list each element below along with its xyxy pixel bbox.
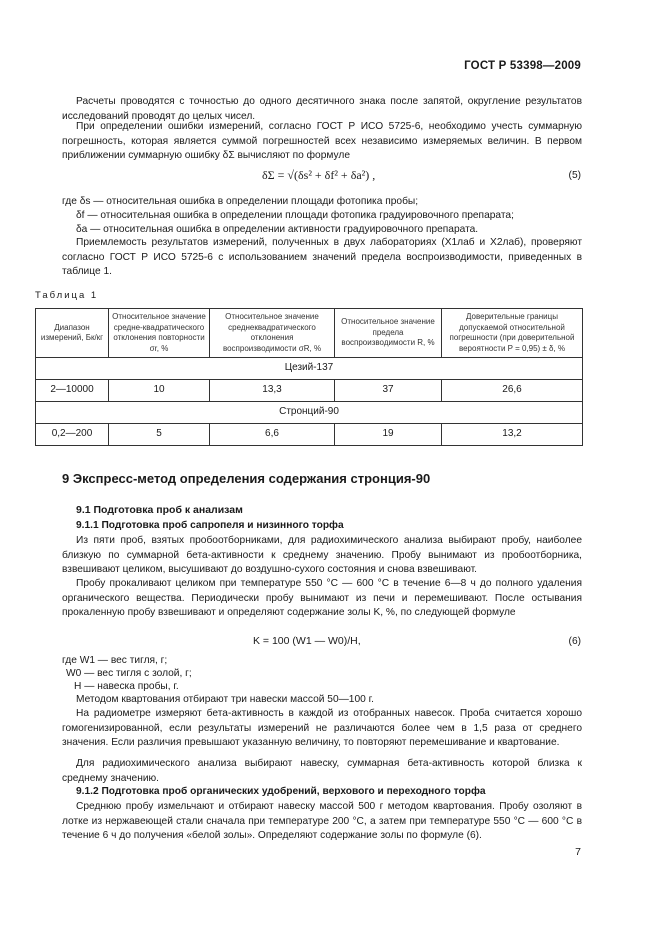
col-header-repeatability: Относительное значение средне-квадратического отклонения повторности σr, % (109, 309, 210, 358)
col-header-error-bounds: Доверительные границы допускаемой относительной погрешности (при доверительной вероятности P = 0,95) ± δ, % (442, 309, 583, 358)
cell-repeatability: 10 (109, 380, 210, 402)
page-number: 7 (575, 846, 581, 858)
paragraph-ashing: Пробу прокаливают целиком при температуре 550 °C — 600 °C в течение 6—8 ч до полного удаления органического вещества. Периодически пробу вынимают из печи и перемешивают. После остывания прокаленную пробу взвешивают и определяют содержание золы K, %, по следующей формуле (62, 578, 582, 618)
cell-reproducibility-sd: 6,6 (210, 424, 335, 446)
paragraph-organic-fertilizers: Среднюю пробу измельчают и отбирают навеску массой 500 г методом квартования. Пробу озоляют в лотке из нержавеющей стали сначала при температуре 200 °C, а затем при температуре 550 °C — 600 °C в течение 6 ч до получения «белой золы». Определяют содержание золы по формуле (6). (62, 801, 582, 841)
formula-6-number: (6) (568, 636, 581, 647)
formula-6-definition-2: W0 — вес тигля с золой, г; (66, 668, 192, 679)
paragraph-sample-selection: Из пяти проб, взятых пробоотборниками, для радиохимического анализа выбирают пробу, наиболее близкую по суммарной бета-активности к среднему значению. Пробу вынимают из пробоотборника, взвешивают целиком, высушивают до воздушно-сухого состояния и снова взвешивают. (62, 535, 582, 575)
table-section-row (36, 402, 583, 424)
section-cesium: Цезий-137 (36, 358, 583, 380)
formula-5: δΣ = √(δs² + δf² + δa²) , (262, 168, 376, 182)
formula-5-definition-1: где δs — относительная ошибка в определении площади фотопика пробы; (62, 196, 419, 207)
section-9-1-2-heading: 9.1.2 Подготовка проб органических удобрений, верхового и переходного торфа (76, 786, 486, 797)
table-row (36, 380, 583, 402)
col-header-reproducibility-sd: Относительное значение среднеквадратического отклонения воспроизводимости σR, % (210, 309, 335, 358)
paragraph-homogeneity: На радиометре измеряют бета-активность в каждой из отобранных навесок. Проба считается хорошо гомогенизированной, если результаты измерений не различаются более чем в 1,5 раза от среднего значения. Если различия превышают указанную величину, то повторяют перемешивание и квартование. (62, 708, 582, 748)
formula-6-definition-3: Н — навеска пробы, г. (74, 681, 179, 692)
col-header-reproducibility-limit: Относительное значение предела воспроизводимости R, % (335, 309, 442, 358)
paragraph-error-sum: При определении ошибки измерений, согласно ГОСТ Р ИСО 5725-6, необходимо учесть суммарную погрешность, которая является суммой погрешностей всех независимо измеряемых величин. В первом приближении суммарную ошибку δΣ вычисляют по формуле (62, 121, 582, 161)
document-header: ГОСТ Р 53398—2009 (464, 60, 581, 72)
paragraph-quartering: Методом квартования отбирают три навески массой 50—100 г. (76, 694, 374, 705)
cell-reproducibility-limit: 19 (335, 424, 442, 446)
paragraph-selection: Для радиохимического анализа выбирают навеску, суммарная бета-активность которой близка к среднему значению. (62, 758, 582, 784)
paragraph-acceptability: Приемлемость результатов измерений, полученных в двух лабораториях (X1лаб и X2лаб), проверяют согласно ГОСТ Р ИСО 5725-6 с использованием значений предела воспроизводимости, приведенных в таблице 1. (62, 237, 582, 277)
formula-6-definition-1: где W1 — вес тигля, г; (62, 655, 168, 666)
paragraph-rounding: Расчеты проводятся с точностью до одного десятичного знака после запятой, округление результатов исследований проводят до целых чисел. (62, 96, 582, 122)
cell-range: 0,2—200 (36, 424, 109, 446)
formula-5-number: (5) (568, 170, 581, 181)
col-header-range: Диапазон измерений, Бк/кг (36, 309, 109, 358)
table-caption: Таблица 1 (35, 290, 99, 301)
precision-table (35, 308, 583, 446)
table-row (36, 424, 583, 446)
formula-5-definition-2: δf — относительная ошибка в определении площади фотопика градуировочного препарата; (76, 210, 514, 221)
table-header-row (36, 309, 583, 358)
cell-repeatability: 5 (109, 424, 210, 446)
cell-reproducibility-limit: 37 (335, 380, 442, 402)
section-strontium: Стронций-90 (36, 402, 583, 424)
section-9-1-heading: 9.1 Подготовка проб к анализам (76, 504, 243, 516)
cell-range: 2—10000 (36, 380, 109, 402)
formula-5-definition-3: δa — относительная ошибка в определении активности градуировочного препарата. (76, 224, 479, 235)
cell-error-bounds: 26,6 (442, 380, 583, 402)
cell-reproducibility-sd: 13,3 (210, 380, 335, 402)
table-section-row (36, 358, 583, 380)
section-9-heading: 9 Экспресс-метод определения содержания стронция-90 (62, 471, 431, 486)
section-9-1-1-heading: 9.1.1 Подготовка проб сапропеля и низинного торфа (76, 520, 344, 531)
cell-error-bounds: 13,2 (442, 424, 583, 446)
formula-6: K = 100 (W1 — W0)/H, (253, 635, 361, 647)
